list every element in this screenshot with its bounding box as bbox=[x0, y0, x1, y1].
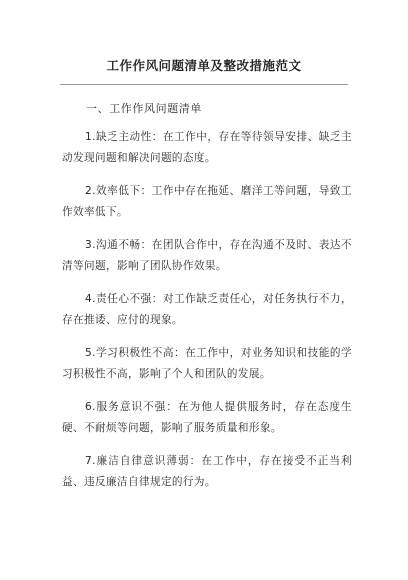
problem-item: 2.效率低下：工作中存在拖延、磨洋工等问题，导致工作效率低下。 bbox=[62, 185, 352, 218]
title-divider bbox=[60, 84, 348, 85]
problem-item: 7.廉洁自律意识薄弱：在工作中，存在接受不正当利益、违反廉洁自律规定的行为。 bbox=[62, 455, 352, 488]
section-heading: 一、工作作风问题清单 bbox=[86, 102, 202, 115]
problem-list bbox=[62, 127, 352, 505]
problem-item: 1.缺乏主动性：在工作中，存在等待领导安排、缺乏主动发现问题和解决问题的态度。 bbox=[62, 131, 352, 164]
problem-item: 3.沟通不畅：在团队合作中，存在沟通不及时、表达不清等问题，影响了团队协作效果。 bbox=[62, 239, 352, 272]
problem-item: 5.学习积极性不高：在工作中，对业务知识和技能的学习积极性不高，影响了个人和团队的发展。 bbox=[62, 347, 352, 380]
problem-item: 6.服务意识不强：在为他人提供服务时，存在态度生硬、不耐烦等问题，影响了服务质量和形象。 bbox=[62, 401, 352, 434]
problem-item: 4.责任心不强：对工作缺乏责任心，对任务执行不力，存在推诿、应付的现象。 bbox=[62, 293, 352, 326]
document-title: 工作作风问题清单及整改措施范文 bbox=[106, 58, 302, 73]
